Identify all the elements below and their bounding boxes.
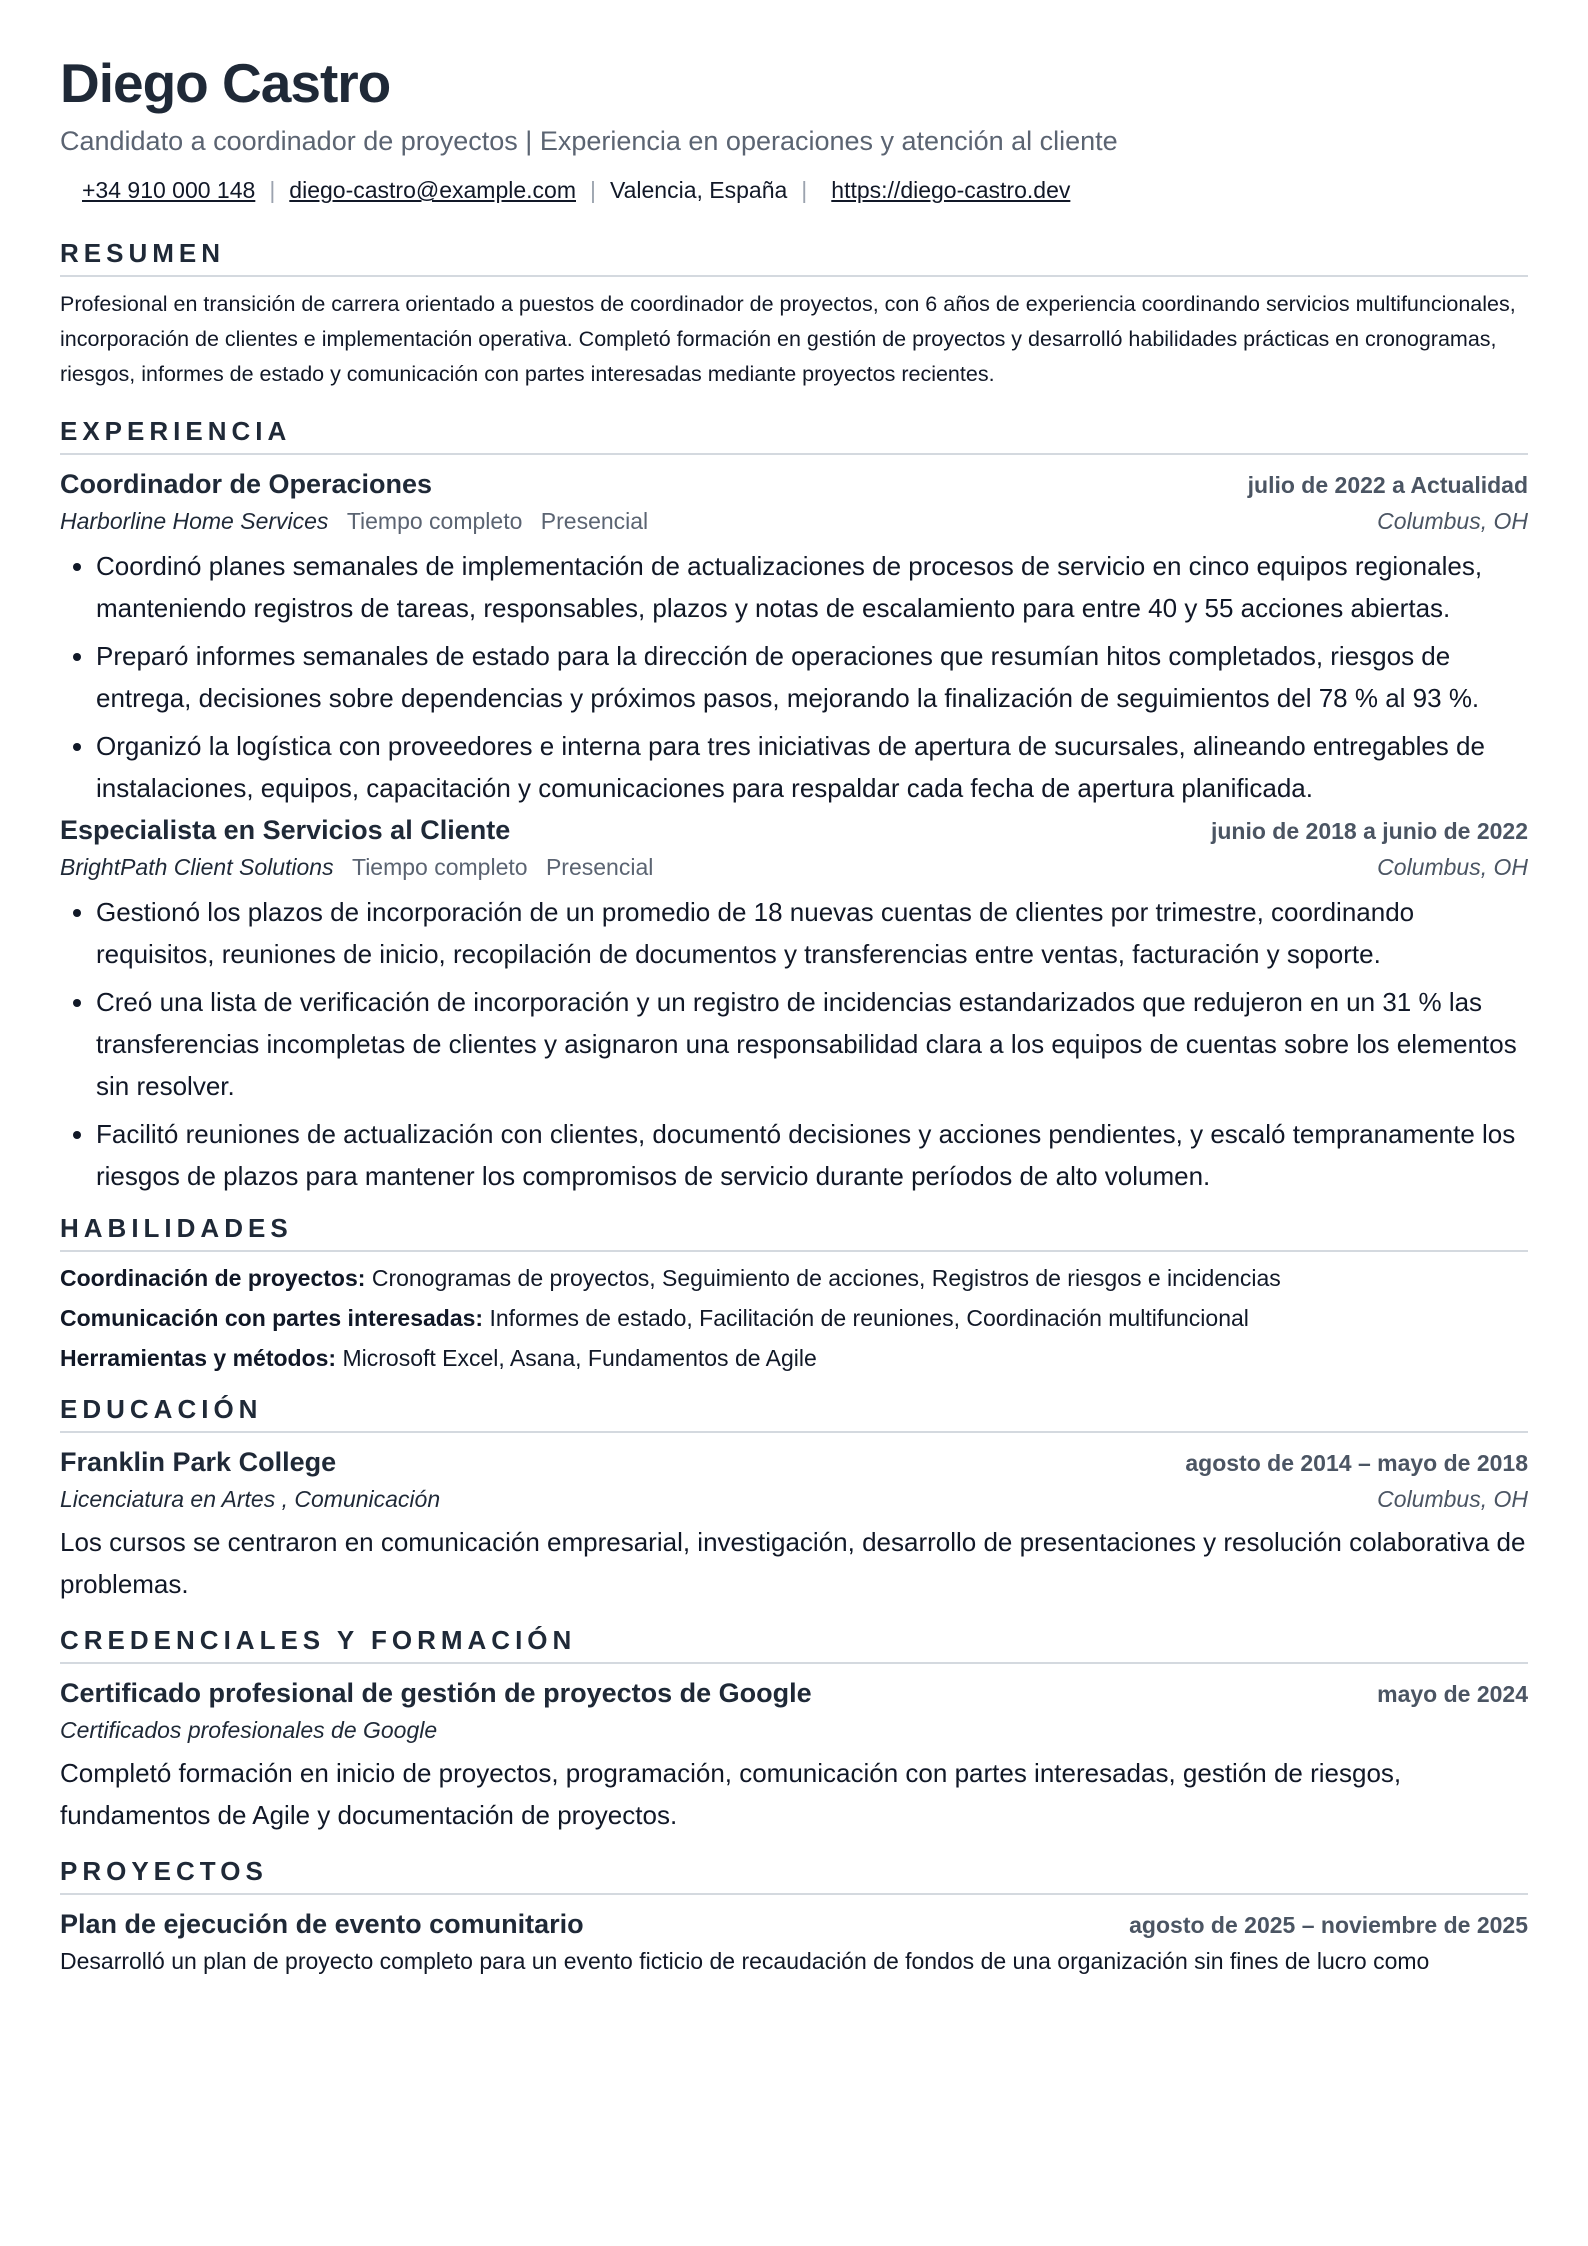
credential-name: Certificado profesional de gestión de proyectos de Google xyxy=(60,1678,812,1709)
section-title-credentials: CREDENCIALES Y FORMACIÓN xyxy=(60,1625,1528,1664)
job-location: Columbus, OH xyxy=(1377,508,1528,535)
skill-label: Comunicación con partes interesadas: xyxy=(60,1305,484,1332)
list-item: • Gestionó los plazos de incorporación de un promedio de 18 nuevas cuentas de clientes por trimestre, coordinando requisitos, reuniones de inicio, recopilación de documentos y transferencias entre ventas, facturación y soporte. xyxy=(96,891,1528,975)
credential-issuer: Certificados profesionales de Google xyxy=(60,1717,438,1744)
email-link[interactable]: diego-castro@example.com xyxy=(289,177,576,204)
job-bullets xyxy=(60,891,1528,1197)
section-title-education: EDUCACIÓN xyxy=(60,1394,1528,1433)
education-location: Columbus, OH xyxy=(1377,1486,1528,1513)
skills-list xyxy=(60,1258,1528,1378)
credential-text: Completó formación en inicio de proyectos, programación, comunicación con partes interesadas, gestión de riesgos, fundamentos de Agile y documentación de proyectos. xyxy=(60,1758,1402,1831)
job-company: BrightPath Client Solutions xyxy=(60,854,334,881)
job-dates: junio de 2018 a junio de 2022 xyxy=(1210,818,1528,845)
list-item: • Preparó informes semanales de estado para la dirección de operaciones que resumían hitos completados, riesgos de entrega, decisiones sobre dependencias y próximos pasos, mejorando la finalización de seguimientos del 78 % al 93 %. xyxy=(96,635,1528,719)
education-entry xyxy=(60,1447,1528,1605)
skill-value: Cronogramas de proyectos, Seguimiento de acciones, Registros de riesgos e incidencias xyxy=(371,1265,1281,1292)
list-item: • Facilitó reuniones de actualización con clientes, documentó decisiones y acciones pendientes, y escaló tempranamente los riesgos de plazos para mantener los compromisos de servicio durante períodos de alto volumen. xyxy=(96,1113,1528,1197)
job-bullets xyxy=(60,545,1528,809)
job-role: Coordinador de Operaciones xyxy=(60,469,433,500)
job-dates: julio de 2022 a Actualidad xyxy=(1247,472,1528,499)
project-text: Desarrolló un plan de proyecto completo para un evento ficticio de recaudación de fondos de una organización sin fines de lucro como xyxy=(60,1948,1430,1975)
skill-label: Coordinación de proyectos: xyxy=(60,1265,366,1292)
website-link[interactable]: https://diego-castro.dev xyxy=(831,177,1071,204)
education-dates: agosto de 2014 – mayo de 2018 xyxy=(1185,1450,1528,1477)
job-entry xyxy=(60,815,1528,1197)
project-name: Plan de ejecución de evento comunitario xyxy=(60,1909,584,1940)
section-title-projects: PROYECTOS xyxy=(60,1856,1528,1895)
job-mode: Presencial xyxy=(545,854,654,881)
skill-value: Informes de estado, Facilitación de reuniones, Coordinación multifuncional xyxy=(489,1305,1249,1332)
credential-entry xyxy=(60,1678,1528,1836)
job-mode: Presencial xyxy=(540,508,649,535)
job-type: Tiempo completo xyxy=(352,854,528,881)
skill-row xyxy=(60,1298,1528,1338)
job-entry xyxy=(60,469,1528,809)
list-item: • Coordinó planes semanales de implementación de actualizaciones de procesos de servicio en cinco equipos regionales, manteniendo registros de tareas, responsables, plazos y notas de escalamiento para entre 40 y 55 acciones abiertas. xyxy=(96,545,1528,629)
skill-row xyxy=(60,1258,1528,1298)
phone-link[interactable]: +34 910 000 148 xyxy=(82,177,256,204)
job-role: Especialista en Servicios al Cliente xyxy=(60,815,511,846)
skill-label: Herramientas y métodos: xyxy=(60,1345,337,1372)
section-title-experience: EXPERIENCIA xyxy=(60,416,1528,455)
degree: Licenciatura en Artes , Comunicación xyxy=(60,1486,441,1513)
contact-separator: | xyxy=(590,177,596,204)
contact-separator: | xyxy=(801,177,808,204)
summary-text: Profesional en transición de carrera orientado a puestos de coordinador de proyectos, con 6 años de experiencia coordinando servicios multifuncionales, incorporación de clientes e implementación operativa. Completó formación en gestión de proyectos y desarrolló habilidades prácticas en cronogramas, riesgos, informes de estado y comunicación con partes interesadas mediante proyectos recientes. xyxy=(60,292,1516,387)
credential-dates: mayo de 2024 xyxy=(1377,1681,1528,1708)
headline: Candidato a coordinador de proyectos | Experiencia en operaciones y atención al cliente xyxy=(60,126,1118,156)
education-text: Los cursos se centraron en comunicación empresarial, investigación, desarrollo de presentaciones y resolución colaborativa de problemas. xyxy=(60,1527,1526,1600)
section-title-summary: RESUMEN xyxy=(60,238,1528,277)
job-company: Harborline Home Services xyxy=(60,508,329,535)
location-text: Valencia, España xyxy=(609,177,788,204)
project-dates: agosto de 2025 – noviembre de 2025 xyxy=(1129,1912,1528,1939)
list-item: • Creó una lista de verificación de incorporación y un registro de incidencias estandarizados que redujeron en un 31 % las transferencias incompletas de clientes y asignaron una responsabilidad clara a los equipos de cuentas sobre los elementos sin resolver. xyxy=(96,981,1528,1107)
candidate-name: Diego Castro xyxy=(60,52,391,114)
skill-value: Microsoft Excel, Asana, Fundamentos de Agile xyxy=(342,1345,817,1372)
job-location: Columbus, OH xyxy=(1377,854,1528,881)
contact-separator: | xyxy=(269,177,276,204)
project-entry xyxy=(60,1909,1528,1979)
section-title-skills: HABILIDADES xyxy=(60,1213,1528,1252)
job-type: Tiempo completo xyxy=(346,508,523,535)
list-item: • Organizó la logística con proveedores e interna para tres iniciativas de apertura de sucursales, alineando entregables de instalaciones, equipos, capacitación y comunicaciones para respaldar cada fecha de apertura planificada. xyxy=(96,725,1528,809)
skill-row xyxy=(60,1338,1528,1378)
school-name: Franklin Park College xyxy=(60,1447,337,1478)
contact-bar xyxy=(60,177,1528,204)
